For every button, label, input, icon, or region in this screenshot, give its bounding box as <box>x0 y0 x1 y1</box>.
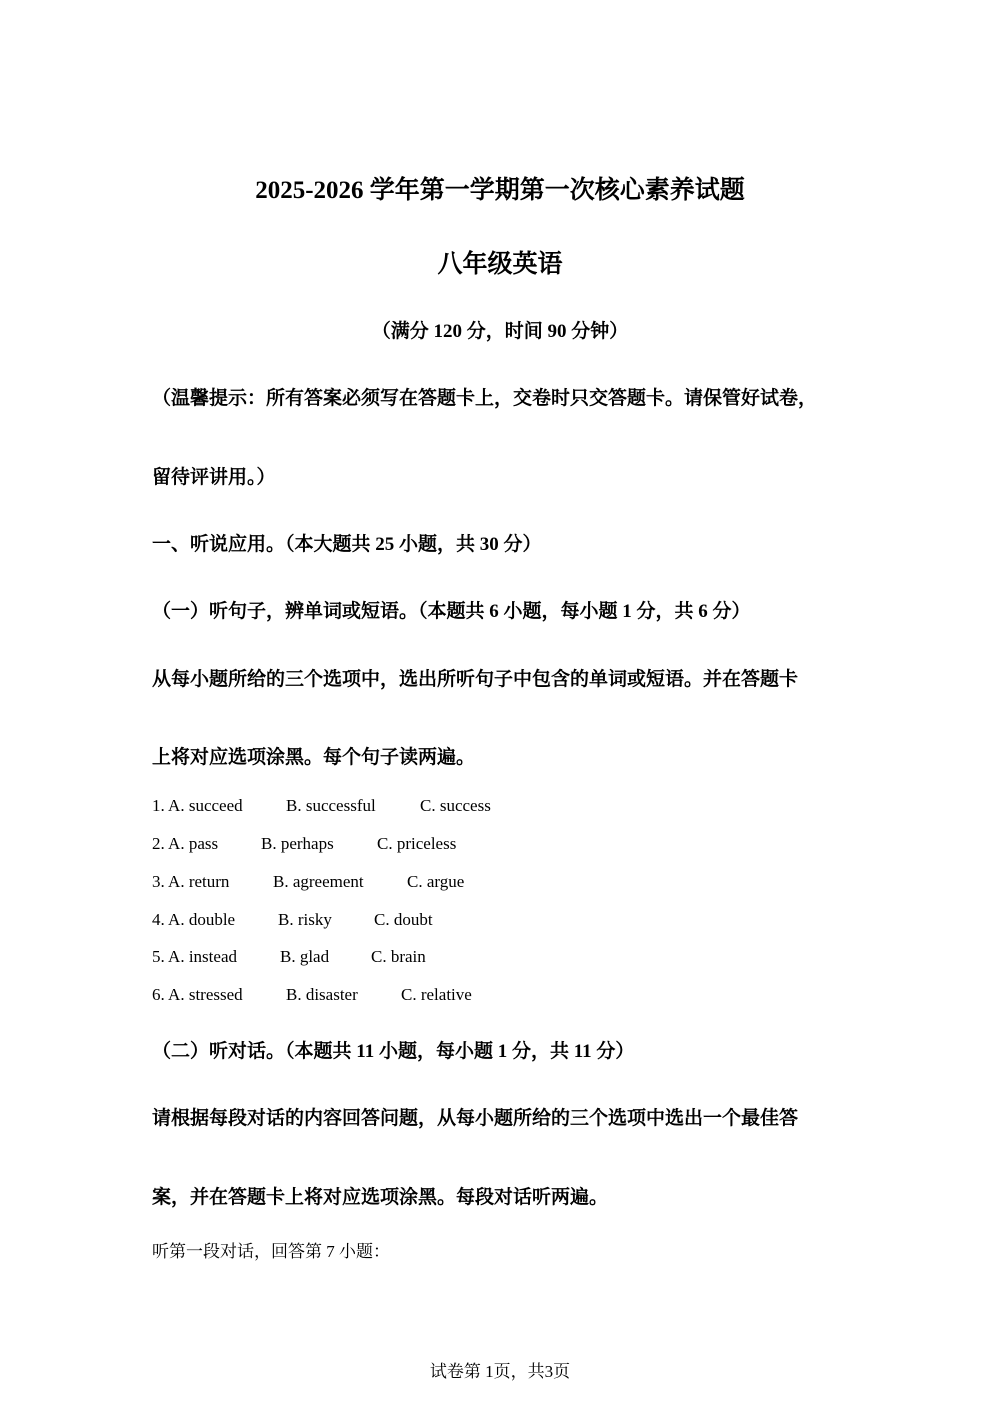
option-a: 5. A. instead <box>152 947 237 966</box>
option-a: 2. A. pass <box>152 834 219 853</box>
dialog-1-prompt: 听第一段对话，回答第 7 小题： <box>152 1242 390 1261</box>
option-a: 4. A. double <box>152 910 236 929</box>
option-c: C. success <box>420 796 491 815</box>
option-c: C. doubt <box>374 910 433 929</box>
part-1-heading: （一）听句子，辨单词或短语。（本题共 6 小题，每小题 1 分，共 6 分） <box>152 601 751 622</box>
page-footer: 试卷第 1页，共3页 <box>429 1362 571 1381</box>
option-c: C. argue <box>407 872 465 891</box>
question-row <box>152 796 491 816</box>
option-b: B. disaster <box>286 985 358 1004</box>
option-b: B. successful <box>286 796 376 815</box>
option-b: B. perhaps <box>261 834 334 853</box>
part-1-instruction-line-2: 上将对应选项涂黑。每个句子读两遍。 <box>152 747 476 768</box>
reminder-line-1: （温馨提示：所有答案必须写在答题卡上，交卷时只交答题卡。请保管好试卷， <box>152 388 818 409</box>
option-c: C. priceless <box>377 834 457 853</box>
part-2-instruction-line-2: 案，并在答题卡上将对应选项涂黑。每段对话听两遍。 <box>152 1187 609 1208</box>
option-b: B. agreement <box>273 872 364 891</box>
part-2-instruction-line-1: 请根据每段对话的内容回答问题，从每小题所给的三个选项中选出一个最佳答 <box>152 1108 799 1129</box>
option-a: 3. A. return <box>152 872 230 891</box>
question-row <box>152 834 456 854</box>
question-row <box>152 985 472 1005</box>
option-c: C. relative <box>401 985 472 1004</box>
reminder-line-2: 留待评讲用。） <box>152 467 276 488</box>
section-1-heading: 一、听说应用。（本大题共 25 小题，共 30 分） <box>152 534 542 555</box>
question-row <box>152 910 433 930</box>
score-time-note: （满分 120 分，时间 90 分钟） <box>371 321 629 342</box>
question-row <box>152 872 464 892</box>
question-row <box>152 947 426 967</box>
option-a: 6. A. stressed <box>152 985 243 1004</box>
option-b: B. glad <box>280 947 330 966</box>
exam-subject: 八年级英语 <box>437 251 563 278</box>
part-1-instruction-line-1: 从每小题所给的三个选项中，选出所听句子中包含的单词或短语。并在答题卡 <box>152 669 799 690</box>
exam-title: 2025-2026 学年第一学期第一次核心素养试题 <box>255 177 745 204</box>
option-b: B. risky <box>278 910 332 929</box>
option-a: 1. A. succeed <box>152 796 243 815</box>
option-c: C. brain <box>371 947 426 966</box>
part-2-heading: （二）听对话。（本题共 11 小题，每小题 1 分，共 11 分） <box>152 1041 635 1062</box>
